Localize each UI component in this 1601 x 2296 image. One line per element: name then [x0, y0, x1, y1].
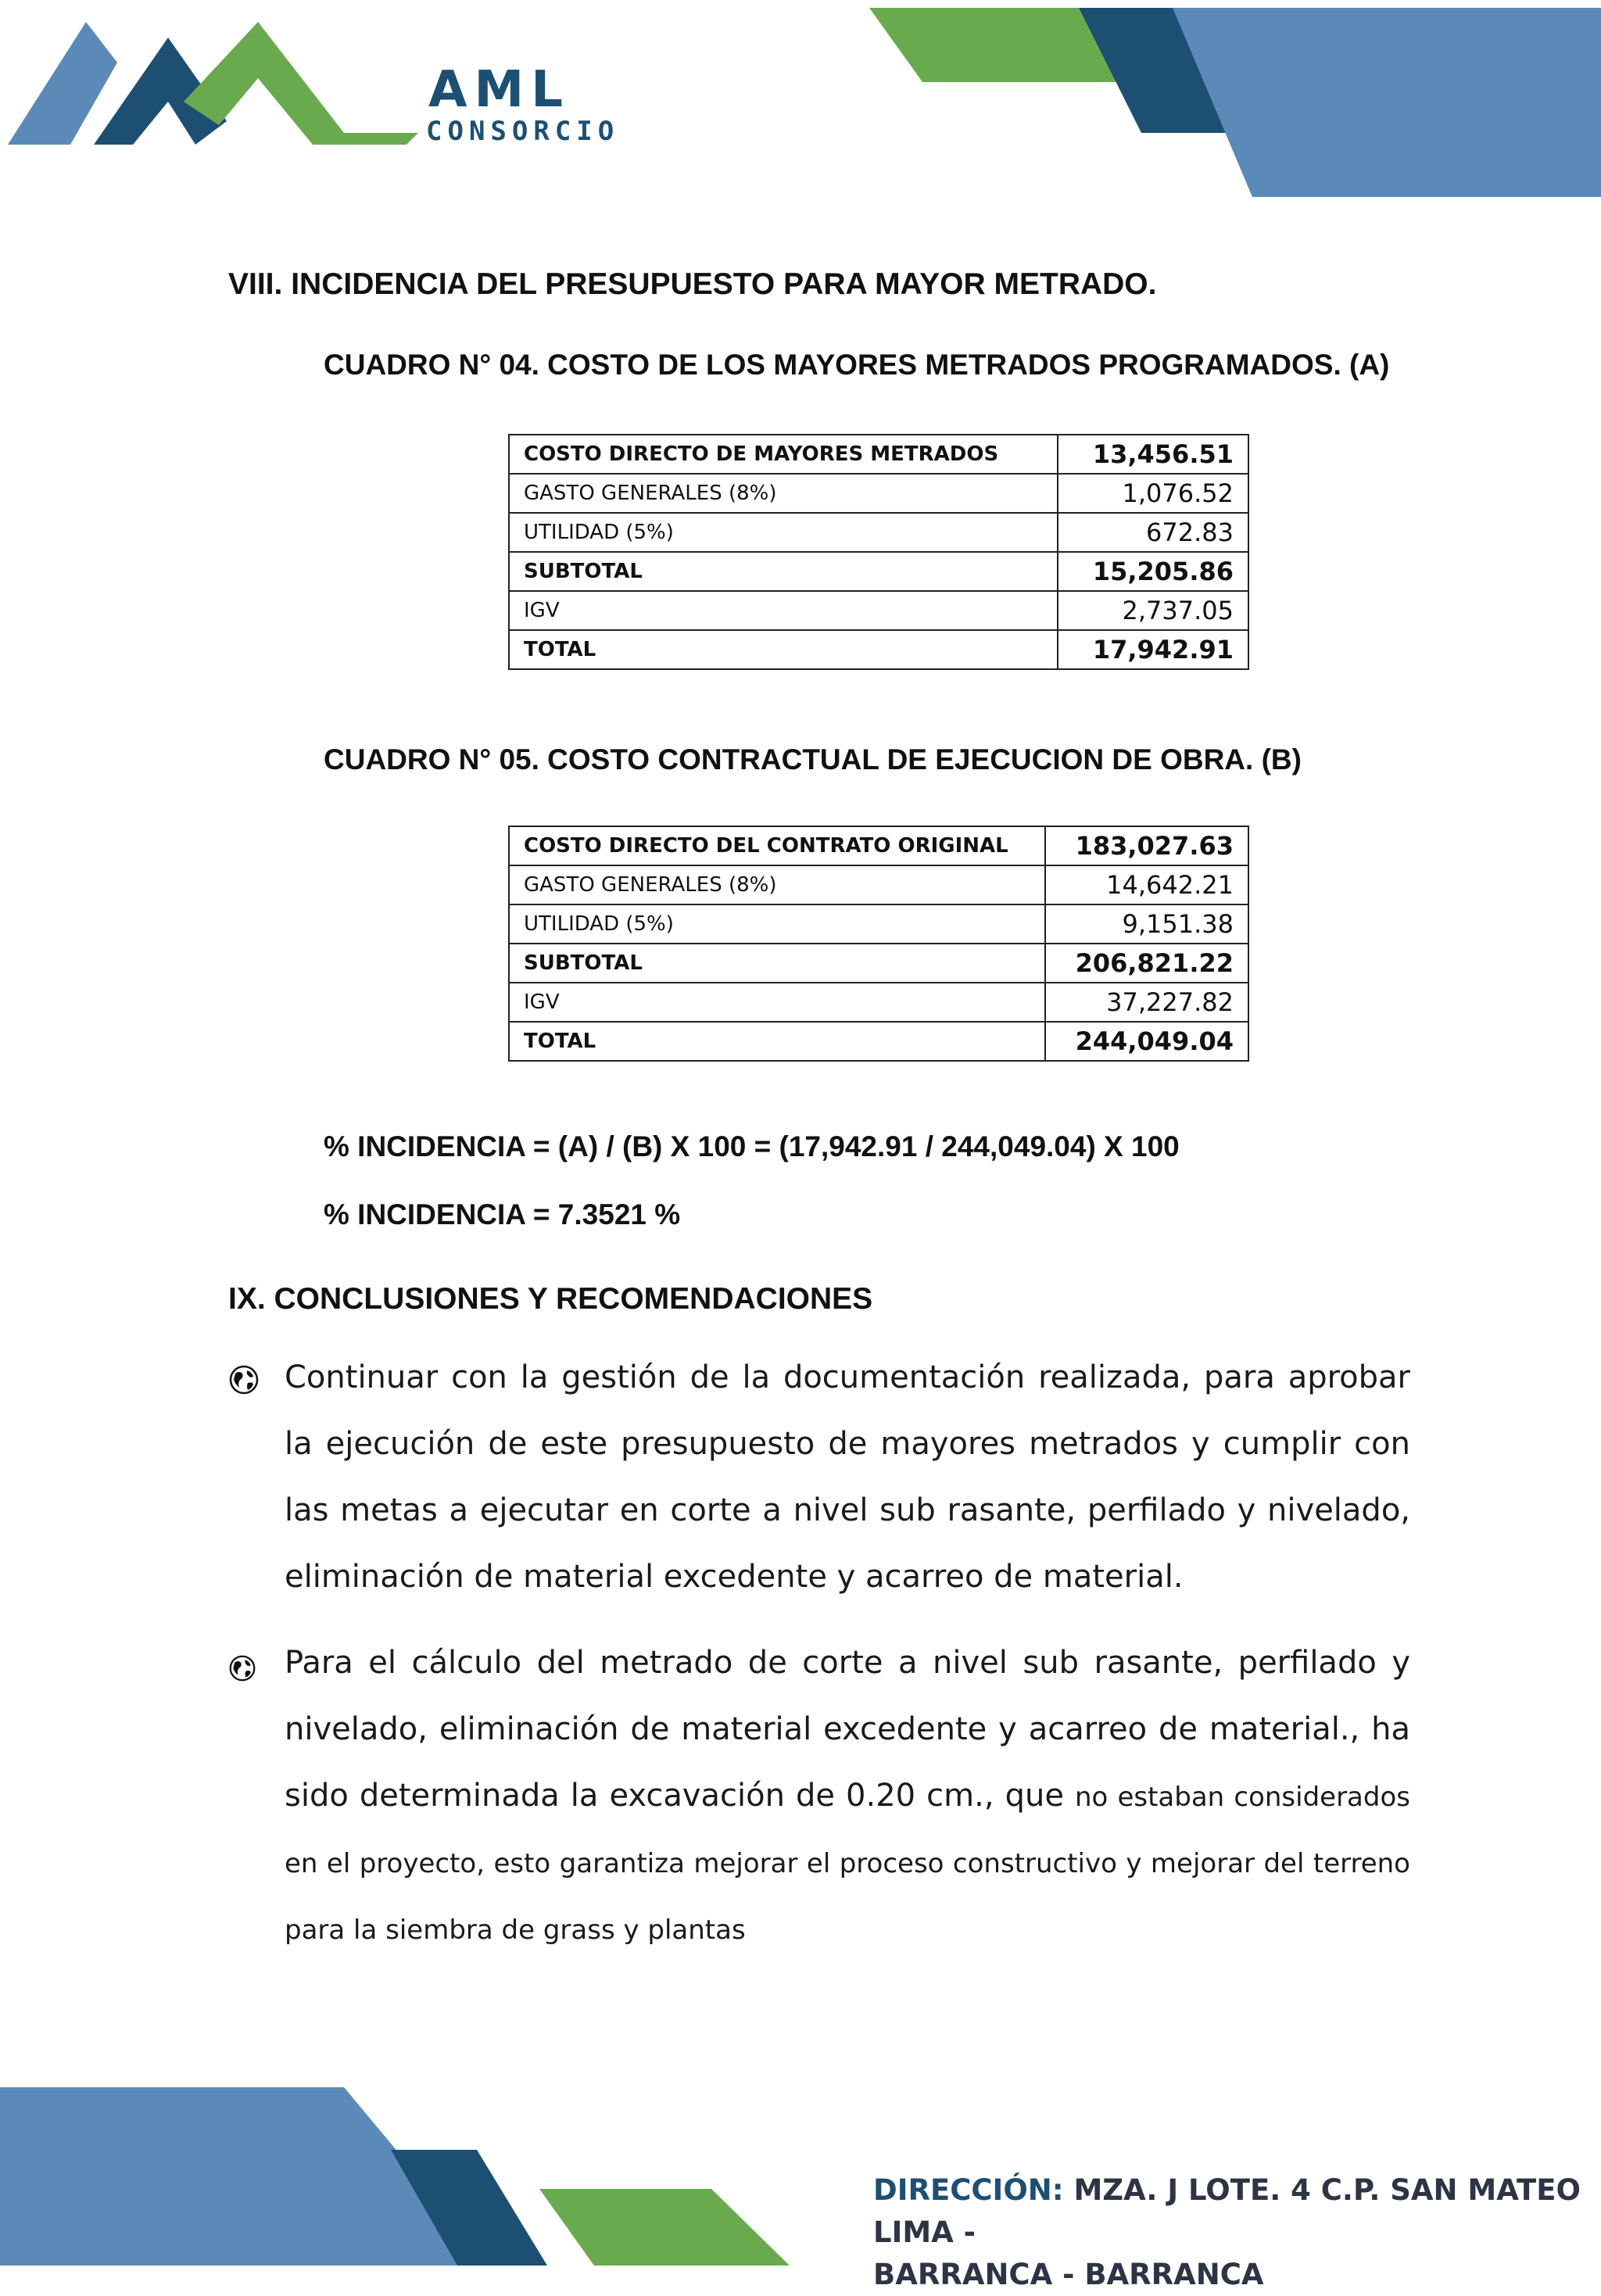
row-label: SUBTOTAL: [509, 552, 1058, 591]
paragraph-2-continued: no estaban considerados en el proyecto, esto garantiza mejorar el proceso constructivo y mejorar del terreno para la siembra de grass y plantas: [285, 1782, 1410, 1946]
row-label: COSTO DIRECTO DE MAYORES METRADOS: [509, 435, 1058, 474]
globe-icon: [228, 1364, 260, 1395]
brand-subtitle: CONSORCIO: [426, 116, 620, 147]
table-row: [509, 513, 1248, 552]
table-a-caption: CUADRO N° 04. COSTO DE LOS MAYORES METRADOS PROGRAMADOS. (A): [324, 349, 1390, 381]
address-line-1: MZA. J LOTE. 4 C.P. SAN MATEO LIMA -: [873, 2173, 1581, 2249]
brand-name: AML: [428, 61, 570, 119]
table-row: [509, 826, 1248, 865]
paragraph-2-main: Para el cálculo del metrado de corte a nivel sub rasante, perfilado y nivelado, eliminación de material excedente y acarreo de material., ha sido determinada la excavación de 0.20 cm., que: [285, 1645, 1410, 1814]
row-value: 672.83: [1058, 513, 1248, 552]
footer-address: [873, 2169, 1601, 2296]
incidence-formula: % INCIDENCIA = (A) / (B) X 100 = (17,942.91 / 244,049.04) X 100: [324, 1130, 1180, 1162]
row-value: 2,737.05: [1058, 591, 1248, 630]
row-label: TOTAL: [509, 630, 1058, 669]
table-row: [509, 865, 1248, 904]
globe-icon: [228, 1654, 256, 1682]
row-value: 244,049.04: [1045, 1022, 1248, 1061]
row-value: 206,821.22: [1045, 944, 1248, 983]
logo-peak-1: [8, 22, 117, 145]
table-row: [509, 904, 1248, 944]
table-row: [509, 435, 1248, 474]
conclusion-paragraph-2: [285, 1630, 1410, 1962]
table-row: [509, 630, 1248, 669]
row-label: UTILIDAD (5%): [509, 513, 1058, 552]
row-value: 37,227.82: [1045, 983, 1248, 1022]
row-label: GASTO GENERALES (8%): [509, 474, 1058, 513]
table-a: [508, 434, 1249, 670]
table-row: [509, 983, 1248, 1022]
row-label: COSTO DIRECTO DEL CONTRATO ORIGINAL: [509, 826, 1045, 865]
row-value: 15,205.86: [1058, 552, 1248, 591]
row-label: SUBTOTAL: [509, 944, 1045, 983]
row-value: 9,151.38: [1045, 904, 1248, 944]
address-line-2: BARRANCA - BARRANCA: [873, 2258, 1264, 2291]
row-label: TOTAL: [509, 1022, 1045, 1061]
row-label: UTILIDAD (5%): [509, 904, 1045, 944]
aml-logo-mark: [0, 16, 438, 149]
address-label: DIRECCIÓN:: [873, 2173, 1064, 2207]
row-value: 13,456.51: [1058, 435, 1248, 474]
header-decoration: [860, 0, 1601, 203]
conclusion-paragraph-1: Continuar con la gestión de la documentación realizada, para aprobar la ejecución de este presupuesto de mayores metrados y cumplir con las metas a ejecutar en corte a nivel sub rasante, perfilado y nivelado, eliminación de material excedente y acarreo de material.: [285, 1359, 1410, 1595]
table-row: [509, 474, 1248, 513]
table-row: [509, 944, 1248, 983]
row-value: 17,942.91: [1058, 630, 1248, 669]
row-value: 183,027.63: [1045, 826, 1248, 865]
table-b: [508, 826, 1249, 1062]
table-b-caption: CUADRO N° 05. COSTO CONTRACTUAL DE EJECUCION DE OBRA. (B): [324, 743, 1302, 775]
table-row: [509, 1022, 1248, 1061]
table-row: [509, 552, 1248, 591]
section-9-title: IX. CONCLUSIONES Y RECOMENDACIONES: [228, 1282, 873, 1316]
row-label: IGV: [509, 591, 1058, 630]
table-row: [509, 591, 1248, 630]
row-value: 14,642.21: [1045, 865, 1248, 904]
footer-decoration: [0, 2079, 860, 2266]
row-label: GASTO GENERALES (8%): [509, 865, 1045, 904]
row-value: 1,076.52: [1058, 474, 1248, 513]
incidence-result: % INCIDENCIA = 7.3521 %: [324, 1198, 681, 1230]
section-8-title: VIII. INCIDENCIA DEL PRESUPUESTO PARA MAYOR METRADO.: [228, 267, 1157, 301]
row-label: IGV: [509, 983, 1045, 1022]
